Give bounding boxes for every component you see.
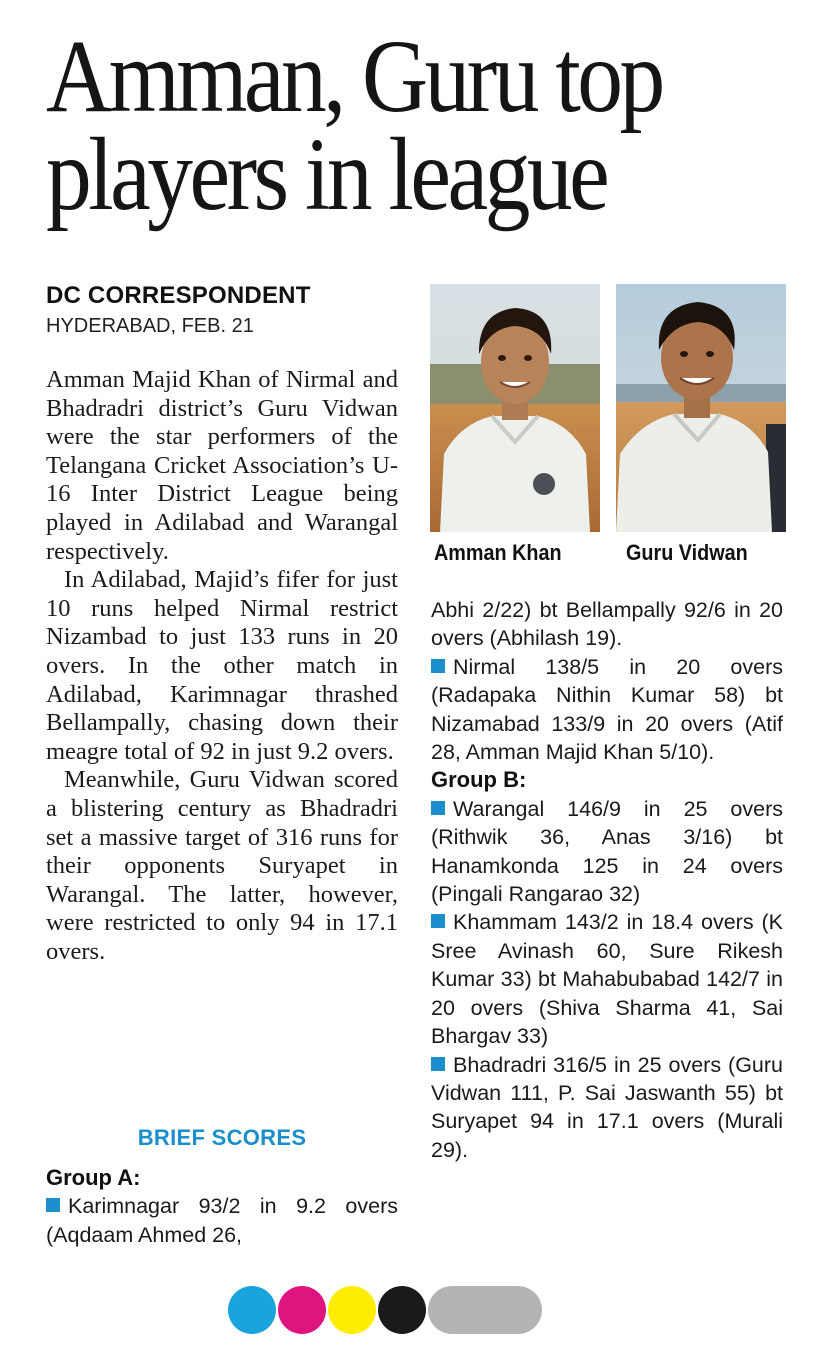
headline-line-2: players in league xyxy=(46,117,607,232)
brief-scores-left xyxy=(46,1164,398,1249)
photo-caption-amman: Amman Khan xyxy=(434,540,562,565)
photo-caption-guru: Guru Vidwan xyxy=(626,540,748,565)
headline xyxy=(46,19,715,232)
score-item xyxy=(431,1051,783,1165)
byline-author: DC CORRESPONDENT xyxy=(46,282,311,309)
square-bullet-icon xyxy=(431,914,445,928)
score-text: Nirmal 138/5 in 20 overs (Radapaka Nithin Kumar 58) bt Nizamabad 133/9 in 20 overs (Atif 28, Amman Majid Khan 5/10). xyxy=(431,654,783,765)
square-bullet-icon xyxy=(431,1057,445,1071)
square-bullet-icon xyxy=(46,1198,60,1212)
score-text: Karimnagar 93/2 in 9.2 overs (Aqdaam Ahmed 26, xyxy=(46,1194,398,1247)
article-paragraph: Amman Majid Khan of Nirmal and Bhadradri district’s Guru Vidwan were the star performers of the Telangana Cricket Association’s U-16 Inter District League being played in Adilabad and Warangal respectively. xyxy=(46,366,398,565)
group-b-label: Group B: xyxy=(431,767,527,793)
cyan-registration-dot xyxy=(228,1286,276,1334)
score-item xyxy=(46,1192,398,1249)
headline-line-1: Amman, Guru top xyxy=(46,19,662,134)
score-text: Warangal 146/9 in 25 overs (Rithwik 36, Anas 3/16) bt Hanamkonda 125 in 24 overs (Pingali Rangarao 32) xyxy=(431,796,783,907)
score-item xyxy=(431,653,783,767)
article-paragraph: Meanwhile, Guru Vidwan scored a blistering century as Bhadradri set a massive target of 316 runs for their opponents Suryapet in Warangal. The latter, however, were restricted to only 94 in 17.1 overs. xyxy=(46,766,398,965)
score-text: Khammam 143/2 in 18.4 overs (K Sree Avinash 60, Sure Rikesh Kumar 33) bt Mahabubabad 142/7 in 20 overs (Shiva Sharma 41, Sai Bhargav 33) xyxy=(431,910,783,1049)
player-photo-amman xyxy=(430,284,600,532)
square-bullet-icon xyxy=(431,801,445,815)
byline xyxy=(46,282,416,339)
black-registration-dot xyxy=(378,1286,426,1334)
print-registration-marks xyxy=(228,1286,548,1334)
square-bullet-icon xyxy=(431,659,445,673)
score-text: Bhadradri 316/5 in 25 overs (Guru Vidwan 111, P. Sai Jaswanth 55) bt Suryapet 94 in 17.1 overs (Murali 29). xyxy=(431,1052,783,1162)
yellow-registration-dot xyxy=(328,1286,376,1334)
article-paragraph: In Adilabad, Majid’s fifer for just 10 runs helped Nirmal restrict Nizambad to just 133 runs in 20 overs. In the other match in Adilabad, Karimnagar thrashed Bellampally, chasing down their meagre total of 92 in just 9.2 overs. xyxy=(46,566,398,765)
brief-scores-right xyxy=(431,596,783,1164)
article-body xyxy=(46,366,398,966)
score-item xyxy=(431,795,783,909)
grey-registration-pill xyxy=(428,1286,542,1334)
byline-dateline: HYDERABAD, FEB. 21 xyxy=(46,315,254,337)
player-photo-guru xyxy=(616,284,786,532)
group-a-label: Group A: xyxy=(46,1165,141,1190)
brief-scores-title: BRIEF SCORES xyxy=(137,1125,307,1150)
score-item xyxy=(431,908,783,1050)
magenta-registration-dot xyxy=(278,1286,326,1334)
score-text-continued: Abhi 2/22) bt Bellampally 92/6 in 20 overs (Abhilash 19). xyxy=(431,598,783,651)
